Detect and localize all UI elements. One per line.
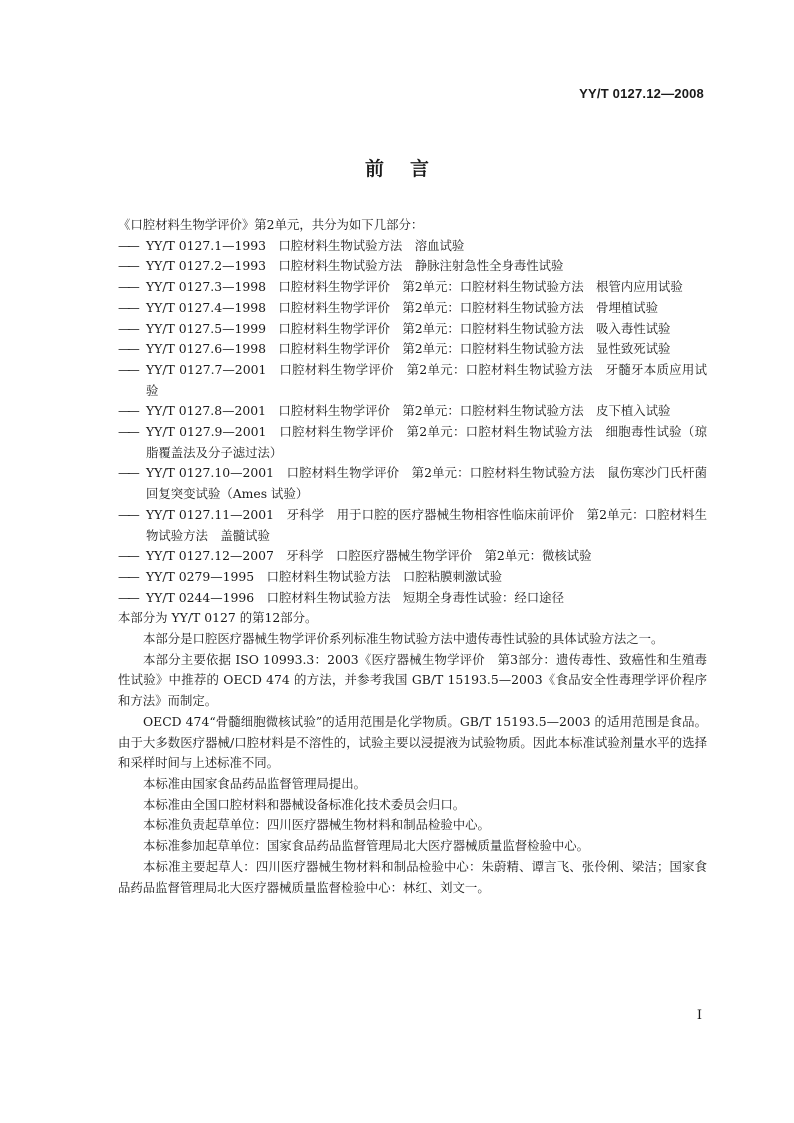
list-item xyxy=(118,277,707,298)
parts-list xyxy=(118,236,707,609)
dash-mark: —— xyxy=(118,258,137,274)
dash-mark: —— xyxy=(118,424,137,440)
dash-mark: —— xyxy=(118,320,137,336)
list-item xyxy=(118,319,707,340)
list-item-text: YY/T 0127.1—1993 口腔材料生物试验方法 溶血试验 xyxy=(146,237,465,253)
list-item-text: YY/T 0127.2—1993 口腔材料生物试验方法 静脉注射急性全身毒性试验 xyxy=(146,258,564,274)
list-item xyxy=(118,339,707,360)
list-item-text: YY/T 0127.7—2001 口腔材料生物学评价 第2单元：口腔材料生物试验方法 牙髓牙本质应用试验 xyxy=(146,361,707,398)
standard-code: YY/T 0127.12—2008 xyxy=(579,86,704,101)
dash-mark: —— xyxy=(118,299,137,315)
dash-mark: —— xyxy=(118,279,137,295)
document-body xyxy=(118,215,707,898)
list-item-text: YY/T 0127.10—2001 口腔材料生物学评价 第2单元：口腔材料生物试验方法 鼠伤寒沙门氏杆菌回复突变试验（Ames 试验） xyxy=(146,465,707,502)
dash-mark: —— xyxy=(118,465,137,481)
dash-mark: —— xyxy=(118,341,137,357)
list-item xyxy=(118,236,707,257)
intro-paragraph: 《口腔材料生物学评价》第2单元，共分为如下几部分： xyxy=(118,217,424,232)
list-item xyxy=(118,505,707,546)
paragraph-scope: 本部分是口腔医疗器械生物学评价系列标准生物试验方法中遗传毒性试验的具体试验方法之一。 xyxy=(143,631,664,647)
list-item-text: YY/T 0244—1996 口腔材料生物试验方法 短期全身毒性试验：经口途径 xyxy=(146,589,564,605)
list-item xyxy=(118,588,707,609)
list-item-text: YY/T 0127.3—1998 口腔材料生物学评价 第2单元：口腔材料生物试验方法 根管内应用试验 xyxy=(146,279,683,295)
list-item xyxy=(118,567,707,588)
paragraph-drafting-unit: 本标准负责起草单位：四川医疗器械生物材料和制品检验中心。 xyxy=(143,817,490,833)
dash-mark: —— xyxy=(118,506,137,522)
paragraph-basis: 本部分主要依据 ISO 10993.3：2003《医疗器械生物学评价 第3部分：遗传毒性、致癌性和生殖毒性试验》中推荐的 OECD 474 的方法，并参考我国 GB/T 15193.5—2003《食品安全性毒理学评价程序和方法》而制定。 xyxy=(118,651,707,709)
dash-mark: —— xyxy=(118,589,137,605)
list-item xyxy=(118,360,707,401)
page-number: I xyxy=(696,1008,702,1023)
list-item-text: YY/T 0127.11—2001 牙科学 用于口腔的医疗器械生物相容性临床前评价 第2单元：口腔材料生物试验方法 盖髓试验 xyxy=(146,506,707,543)
list-item xyxy=(118,401,707,422)
paragraph-applicability: OECD 474“骨髓细胞微核试验”的适用范围是化学物质。GB/T 15193.5—2003 的适用范围是食品。由于大多数医疗器械/口腔材料是不溶性的，试验主要以浸提液为试验物质。因此本标准试验剂量水平的选择和采样时间与上述标准不同。 xyxy=(118,713,707,771)
dash-mark: —— xyxy=(118,237,137,253)
dash-mark: —— xyxy=(118,568,137,584)
list-item-text: YY/T 0127.6—1998 口腔材料生物学评价 第2单元：口腔材料生物试验方法 显性致死试验 xyxy=(146,341,671,357)
paragraph-participating-unit: 本标准参加起草单位：国家食品药品监督管理局北大医疗器械质量监督检验中心。 xyxy=(143,838,590,854)
paragraph-drafters: 本标准主要起草人：四川医疗器械生物材料和制品检验中心：朱蔚精、谭言飞、张伶俐、梁洁；国家食品药品监督管理局北大医疗器械质量监督检验中心：林红、刘文一。 xyxy=(118,858,707,895)
list-item xyxy=(118,422,707,463)
list-item-text: YY/T 0127.12—2007 牙科学 口腔医疗器械生物学评价 第2单元：微核试验 xyxy=(146,548,592,564)
list-item xyxy=(118,298,707,319)
paragraph-part-number: 本部分为 YY/T 0127 的第12部分。 xyxy=(118,610,318,626)
list-item-text: YY/T 0279—1995 口腔材料生物试验方法 口腔粘膜刺激试验 xyxy=(146,568,503,584)
list-item-text: YY/T 0127.5—1999 口腔材料生物学评价 第2单元：口腔材料生物试验方法 吸入毒性试验 xyxy=(146,320,671,336)
dash-mark: —— xyxy=(118,403,137,419)
list-item-text: YY/T 0127.4—1998 口腔材料生物学评价 第2单元：口腔材料生物试验方法 骨埋植试验 xyxy=(146,299,659,315)
list-item-text: YY/T 0127.9—2001 口腔材料生物学评价 第2单元：口腔材料生物试验方法 细胞毒性试验（琼脂覆盖法及分子滤过法） xyxy=(146,424,707,460)
dash-mark: —— xyxy=(118,548,137,564)
list-item-text: YY/T 0127.8—2001 口腔材料生物学评价 第2单元：口腔材料生物试验方法 皮下植入试验 xyxy=(146,403,671,419)
paragraph-centralized-by: 本标准由全国口腔材料和器械设备标准化技术委员会归口。 xyxy=(143,796,466,812)
list-item xyxy=(118,256,707,277)
paragraph-proposed-by: 本标准由国家食品药品监督管理局提出。 xyxy=(143,775,367,791)
list-item xyxy=(118,463,707,504)
page-title: 前言 xyxy=(364,158,455,180)
dash-mark: —— xyxy=(118,361,137,377)
list-item xyxy=(118,546,707,567)
